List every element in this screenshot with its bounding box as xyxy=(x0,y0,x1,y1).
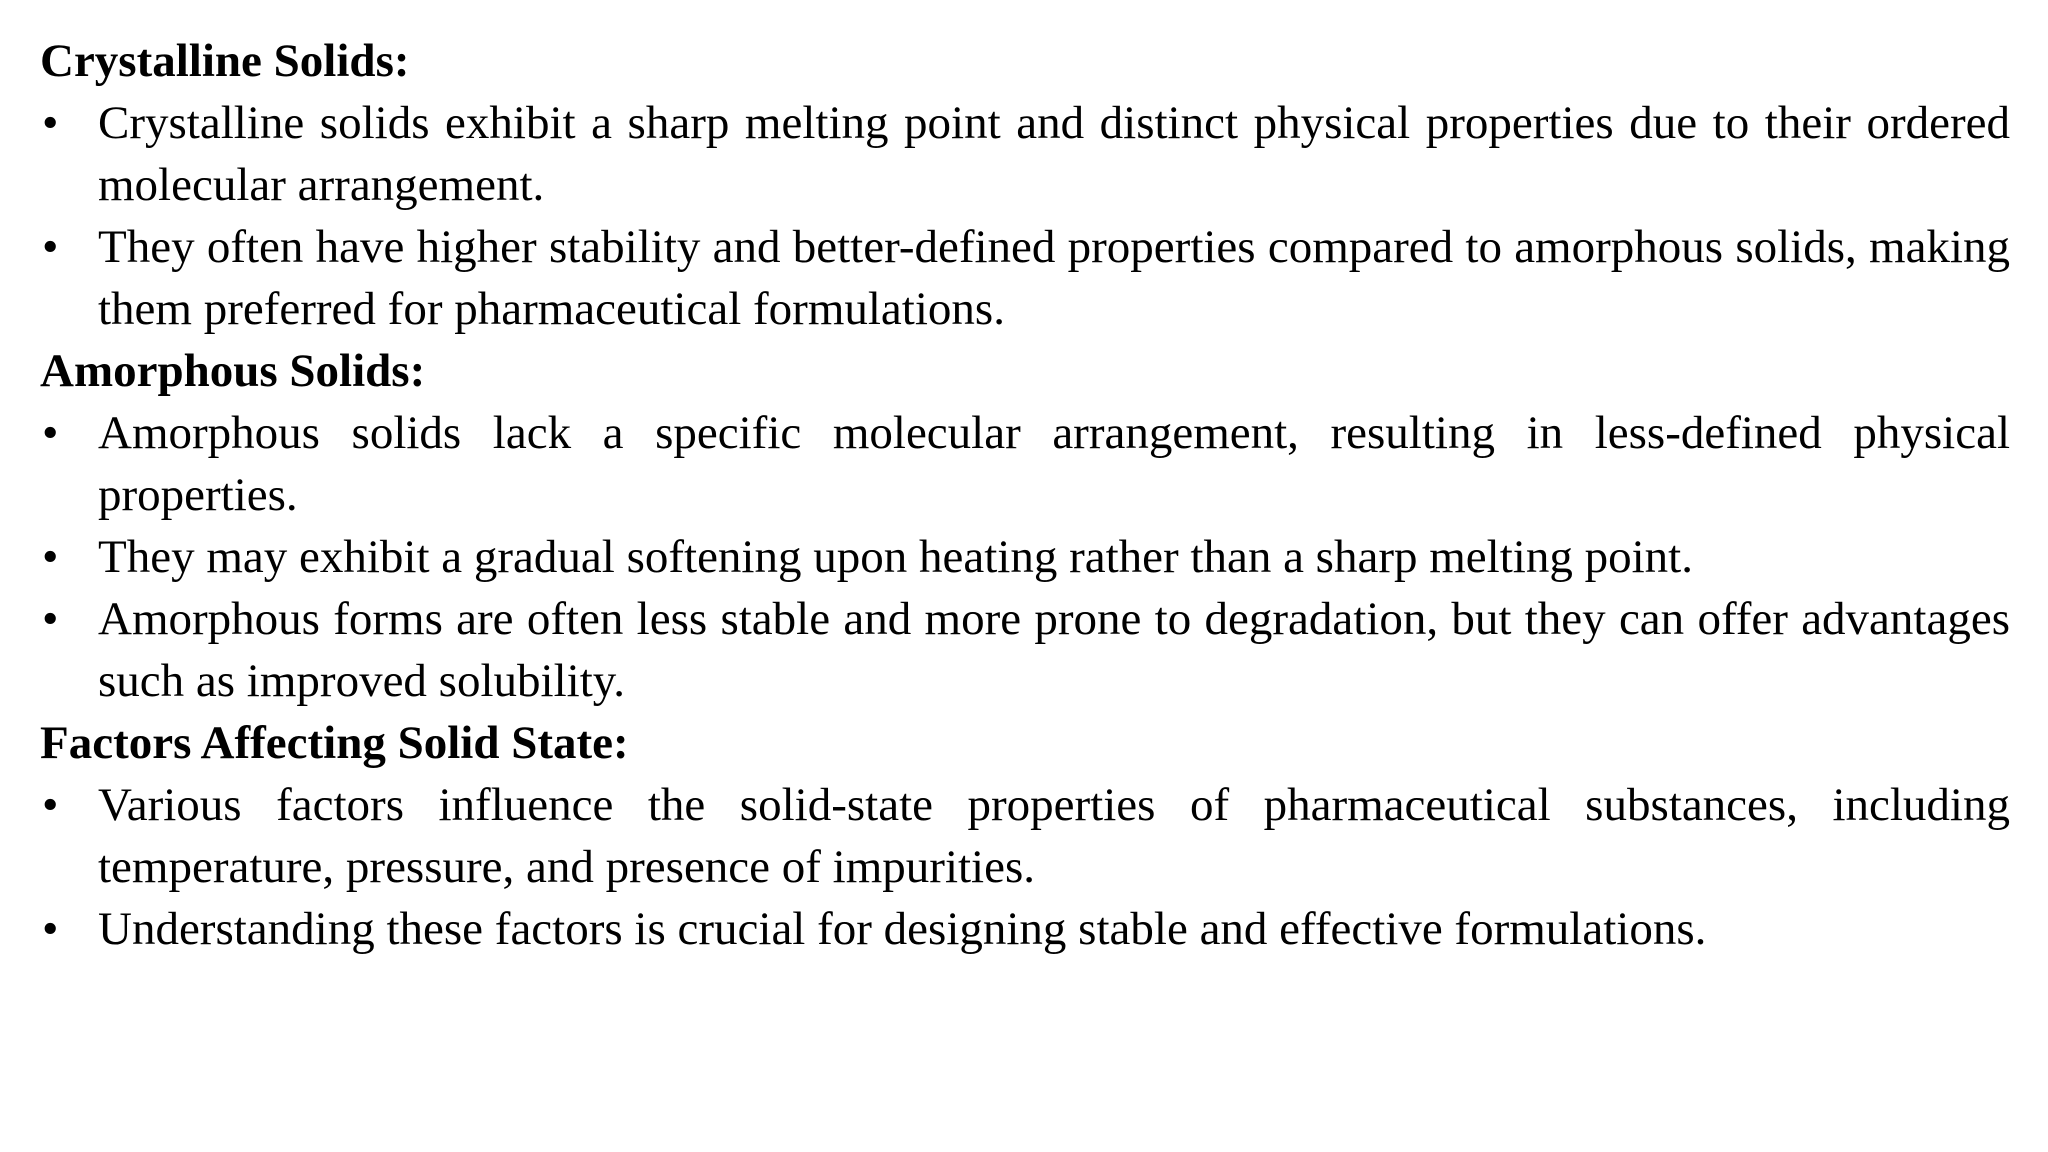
bullet-text: Amorphous solids lack a specific molecular arrangement, resulting in less-defined physical properties. xyxy=(98,407,2010,521)
bullet-item xyxy=(40,898,2010,960)
bullet-item xyxy=(40,216,2010,340)
section-crystalline-solids xyxy=(40,30,2010,340)
bullet-item xyxy=(40,588,2010,712)
bullet-item xyxy=(40,92,2010,216)
bullet-item xyxy=(40,526,2010,588)
bullet-item xyxy=(40,774,2010,898)
bullet-text: Crystalline solids exhibit a sharp melting point and distinct physical properties due to their ordered molecular arrangement. xyxy=(98,97,2010,211)
bullet-icon: • xyxy=(42,593,59,645)
bullet-list xyxy=(40,402,2010,712)
bullet-text: They often have higher stability and better-defined properties compared to amorphous solids, making them preferred for pharmaceutical formulations. xyxy=(98,221,2010,335)
bullet-icon: • xyxy=(42,531,59,583)
bullet-icon: • xyxy=(42,779,59,831)
document-body xyxy=(40,30,2010,960)
bullet-text: Amorphous forms are often less stable and more prone to degradation, but they can offer advantages such as improved solubility. xyxy=(98,593,2010,707)
bullet-text: Understanding these factors is crucial for designing stable and effective formulations. xyxy=(98,903,1707,955)
bullet-item xyxy=(40,402,2010,526)
section-heading: Crystalline Solids: xyxy=(40,35,410,87)
bullet-list xyxy=(40,92,2010,340)
bullet-icon: • xyxy=(42,407,59,459)
section-amorphous-solids xyxy=(40,340,2010,712)
section-heading: Factors Affecting Solid State: xyxy=(40,717,629,769)
bullet-text: They may exhibit a gradual softening upon heating rather than a sharp melting point. xyxy=(98,531,1693,583)
bullet-text: Various factors influence the solid-state properties of pharmaceutical substances, including temperature, pressure, and presence of impurities. xyxy=(98,779,2010,893)
section-factors-affecting-solid-state xyxy=(40,712,2010,960)
bullet-icon: • xyxy=(42,221,59,273)
bullet-icon: • xyxy=(42,97,59,149)
bullet-icon: • xyxy=(42,903,59,955)
bullet-list xyxy=(40,774,2010,960)
section-heading: Amorphous Solids: xyxy=(40,345,426,397)
